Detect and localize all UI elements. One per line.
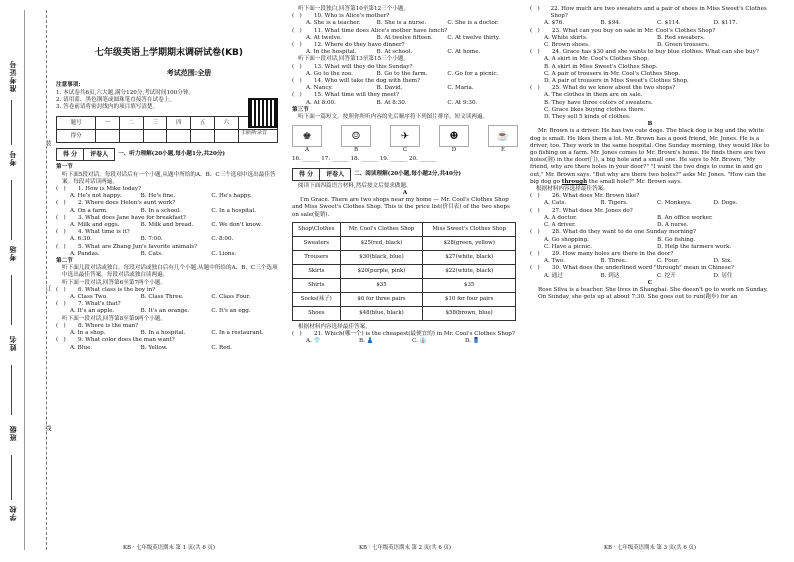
price-row: Socks(袜子) $6 for three pairs $10 for four pairs [293, 292, 516, 306]
qr-caption: 扫码听录音 [242, 130, 268, 136]
score-cell: 题号 [57, 117, 96, 130]
score-input[interactable] [96, 130, 120, 143]
option: C. A pair of trousers in Mr. Cool's Clothes Shop. [544, 70, 681, 77]
page-footer: KB · 七年级英语期末 第 3 页(共 6 页) [603, 544, 697, 551]
binder-label-room: 考场 [8, 245, 17, 261]
binder-fill-line [11, 365, 12, 415]
part-3-title: 第三节 [292, 106, 309, 113]
cut-mark: 线 [44, 425, 51, 431]
options: A. Go shopping. B. Go fishing. [544, 236, 696, 243]
people-picture-icon: ☺ [341, 125, 371, 147]
score-cell: 二 [119, 117, 143, 130]
options: A. At twelve. B. At twelve fifteen. C. At twelve thirty. [306, 34, 501, 41]
question: ( ) 28. What do they want to do one Sunday morning? [530, 229, 696, 236]
passage-a-label: A [402, 190, 408, 197]
price-header-cell: Mr. Cool's Clothes Shop [340, 222, 423, 236]
picture-item: ✈ C [390, 125, 420, 154]
exam-range: 考试范围:全册 [166, 68, 212, 78]
options: A. A doctor. B. An office worker. [544, 214, 713, 221]
section-1-header [56, 148, 282, 161]
question: ( ) 10. Who is Alice's mother? [292, 13, 390, 20]
option: A. The clothes in them are on sale. [544, 92, 643, 99]
skirt-icon: 👗 [366, 338, 374, 345]
sub-instruction: 听下面一段独白,回答第10至第12三个小题。 [298, 6, 410, 12]
binder-label-exam-id: 准考证号 [8, 60, 17, 92]
price-row: Skirts $20(purple, pink) $22(white, black) [293, 264, 516, 278]
options: A. In the hospital. B. At school. C. At home. [306, 49, 481, 56]
passage-b-text: Mr. Brown is a driver. He has two cute dogs. The black dog is big and the white dog is small. He likes them a lot. Mr. Brown has a good friend, Mr. Jones. He is a driver, too. They work in the same hospital. One Sunday morning, they would like to go fishing on a farm. Mr. Jones comes to Mr. Brown's home. He finds there are two holes(洞) in the door(门), a big hole and a small one. He says to Mr. Brown, "My friend, why are there holes in your door?" "I want the two dogs to come in and go out," Mr. Brown says. "But why are there two holes?" asks Mr. Jones. "How can the big dog go through the small hole?" Mr. Brown says. [530, 128, 770, 185]
options: C. Brown shoes. D. Green trousers. [544, 42, 710, 49]
question: ( ) 24. Grace has $30 and she wants to buy blue clothes. What can she buy? [530, 49, 759, 56]
options: A. Go to the zoo. B. Go to the farm. C. Go for a picnic. [306, 70, 499, 77]
picture-item: ☺ B [341, 125, 371, 154]
score-cell: 四 [167, 117, 191, 130]
options: A. Nancy. B. David. C. Maria. [306, 85, 474, 92]
question: ( ) 5. What are Zhang Jun's favorite animals? [56, 243, 198, 250]
options: A. Class Two. B. Class Three. C. Class Four. [70, 294, 251, 301]
question: ( ) 27. What does Mr. Jones do? [530, 207, 633, 214]
cut-mark: 装 [44, 140, 51, 146]
score-input[interactable] [143, 130, 167, 143]
part-2-sub-2: 听下面一段对话,回答第8至第9两个小题。 [62, 315, 166, 322]
binding-line [24, 10, 25, 550]
picture-row [292, 125, 518, 154]
price-row: Shirts $35 $35 [293, 278, 516, 292]
score-cell: 三 [143, 117, 167, 130]
sub-instruction: 听下面一段对话,回答第13至第15三个小题。 [298, 56, 410, 63]
passage-b-label: B [647, 121, 653, 128]
sweater-icon: 👕 [313, 338, 321, 345]
part-3-intro: 听下面一篇短文。按照你所听内容的先后顺序将下列图片排序。短文读两遍。 [298, 114, 489, 121]
option: B. They have three colors of sweaters. [544, 99, 653, 106]
binder-fill-line [11, 275, 12, 325]
cut-mark: 订 [44, 285, 51, 291]
question: ( ) 25. What do we know about the two shops? [530, 85, 676, 92]
girl-picture-icon: ☻ [439, 125, 469, 147]
question: ( ) 3. What does Jane have for breakfast? [56, 214, 186, 221]
question: ( ) 2. Where does Helen's aunt work? [56, 200, 176, 207]
grader-score-label: 得 分 [293, 169, 320, 180]
score-input[interactable] [191, 130, 215, 143]
cut-line [46, 10, 47, 550]
question: ( ) 23. What can you buy on sale in Mr. Cool's Clothes Shop? [530, 27, 716, 34]
options: A. On a farm. B. In a school. C. In a hospital. [70, 207, 257, 214]
section-2-header [292, 168, 518, 181]
options: A. At 8:00. B. At 8:30. C. At 9:30. [306, 99, 478, 106]
part-2-title: 第二节 [56, 258, 73, 265]
price-table [292, 222, 516, 321]
options: A. He's not happy. B. He's fine. C. He's happy. [70, 193, 252, 200]
note-item: 3. 答卷前请将密封线内的项目填写清楚。 [56, 104, 159, 111]
question: ( ) 1. How is Mike today? [56, 186, 142, 193]
underlined-word: through [561, 178, 588, 185]
order-blanks[interactable]: 16. ______ 17. ______ 18. ______ 19. ______ 20. ______ [292, 156, 437, 163]
question: ( ) 6. What class is the boy in? [56, 286, 156, 293]
classroom-picture-icon: ♚ [292, 125, 322, 147]
score-input[interactable] [167, 130, 191, 143]
passage-a-text: I'm Grace. There are two shops near my home — Mr. Cool's Clothes Shop and Miss Sweet's Clothes Shop. This is the price list(价目表) of the two shops on sale(促销). [292, 197, 510, 218]
price-header-row [293, 222, 516, 236]
drink-picture-icon: ☕ [488, 125, 518, 147]
question: ( ) 4. What time is it? [56, 229, 130, 236]
trousers-icon: 👖 [472, 338, 480, 345]
options: A. Milk and eggs. B. Milk and bread. C. We don't know. [70, 222, 262, 229]
page-footer: KB · 七年级英语期末 第 2 页(共 6 页) [358, 544, 452, 551]
grader-box [292, 168, 351, 181]
grader-score-label: 得 分 [57, 149, 84, 160]
option: A. A skirt in Mr. Cool's Clothes Shop. [544, 56, 650, 63]
page-footer: KB · 七年级英语期末 第 1 页(共 6 页) [122, 544, 216, 551]
qr-code-icon[interactable] [248, 98, 278, 128]
question: ( ) 26. What does Mr. Brown like? [530, 193, 640, 200]
passage-c-text: Rose Silva is a teacher. She lives in Shanghai. She doesn't go to work on Sunday. [538, 286, 768, 293]
options: A. $76. B. $94. C. $114. D. $117. [544, 20, 738, 27]
score-cell: 得分 [57, 130, 96, 143]
price-row: Shoes $48(blue, black) $58(brown, blue) [293, 306, 516, 320]
score-cell: 五 [191, 117, 215, 130]
part-1-title: 第一节 [56, 164, 73, 171]
options: A. Pandas. B. Cats. C. Lions. [70, 250, 237, 257]
price-header-cell: Shop\Clothes [293, 222, 341, 236]
options: A. In a shop. B. In a hospital. C. In a restaurant. [70, 330, 264, 337]
binder-label-school: 学校 [8, 505, 17, 521]
shirt-icon: 👔 [419, 338, 427, 345]
score-input[interactable] [215, 130, 239, 143]
score-cell: 六 [215, 117, 239, 130]
binder-label-number: 考号 [8, 150, 17, 166]
binder-fill-line [11, 100, 12, 145]
passage-c-label: C [647, 279, 653, 286]
options: A. She is a teacher. B. She is a nurse. C. She is a doctor. [306, 20, 499, 27]
question: ( ) 12. Where do they have dinner? [292, 42, 405, 49]
part-2-sub-1: 听下面一段对话,回答第6至第7两个小题。 [62, 279, 166, 286]
binder-label-name: 姓名 [8, 335, 17, 351]
score-header-row [57, 117, 278, 130]
notes-heading: 注意事项: [56, 82, 81, 89]
options: C. Have a picnic. D. Help the farmers work. [544, 243, 732, 250]
options: A. It's an apple. B. It's an orange. C. It's an egg. [70, 308, 251, 315]
option: D. A pair of trousers in Miss Sweet's Clothes Shop. [544, 78, 689, 85]
grader-label: 评卷人 [326, 170, 345, 178]
page-2 [292, 6, 518, 551]
options: A. Two. B. Three. C. Four. D. Six. [544, 258, 732, 265]
grader-label: 评卷人 [90, 151, 109, 159]
page-1 [56, 6, 282, 551]
options: A. 6:30. B. 7:00. C. 8:00. [70, 236, 234, 243]
note-item: 2. 请用蓝、黑色钢笔或圆珠笔直接答在试卷上。 [56, 96, 175, 103]
q-group-1 [56, 186, 282, 258]
picture-item: ♚ A [292, 125, 322, 154]
exam-title: 七年级英语上学期期末调研试卷(KB) [94, 48, 244, 58]
question: ( ) 29. How many holes are there in the door? [530, 250, 674, 257]
car-picture-icon: ✈ [390, 125, 420, 147]
picture-item: ☕ E [488, 125, 518, 154]
price-header-cell: Miss Sweet's Clothes Shop [423, 222, 516, 236]
price-row: Sweaters $25(red, black) $28(green, yellow) [293, 236, 516, 250]
binder-label-class: 班级 [8, 425, 17, 441]
price-row: Trousers $30(black, blue) $27(white, black) [293, 250, 516, 264]
question: ( ) 11. What time does Alice's mother have lunch? [292, 27, 448, 34]
note-item: 1. 本试卷共6页,六大题,满分120分,考试时间100分钟。 [56, 89, 195, 96]
binder-fill-line [11, 180, 12, 240]
grader-box [56, 148, 115, 161]
section-1-title: 一、听力理解(20小题,每小题1分,共20分) [118, 151, 226, 158]
options: C. A driver. D. A nurse. [544, 222, 689, 229]
question: ( ) 15. What time will they meet? [292, 92, 400, 99]
question: ( ) 13. What will they do this Sunday? [292, 63, 413, 70]
binding-margin [2, 0, 52, 562]
question: ( ) 9. What color does the man want? [56, 337, 175, 344]
options: A. Blue. B. Yellow. C. Red. [70, 344, 232, 351]
picture-item: ☻ D [439, 125, 469, 154]
table-after-text: 根据材料内容选择最佳答案。 [298, 323, 371, 330]
question: ( ) 14. Who will take the dog with them? [292, 78, 421, 85]
binder-fill-line [11, 455, 12, 500]
options: A. Cats. B. Tigers. C. Monkeys. D. Dogs. [544, 200, 738, 207]
option: D. They sell 5 kinds of clothes. [544, 114, 631, 121]
part-1-intro: 听下面5段对话。每段对话后有一个小题,从题中所给的A、B、C三个选项中选出最佳答案。每段对话读两遍。 [62, 171, 276, 185]
question: ( ) 21. Which(哪一个) is the cheapest(最便宜的) in Mr. Cool's Clothes Shop? [292, 331, 515, 338]
options: A. White skirts. B. Red sweaters. [544, 34, 705, 41]
question: ( ) 8. Where is the man? [56, 322, 139, 329]
option: C. Grace likes buying clothes there. [544, 106, 646, 113]
section-2-title: 二、阅读理解(20小题,每小题2分,共40分) [354, 170, 462, 177]
question: ( ) 30. What does the underlined word "through" mean in Chinese? [530, 265, 734, 272]
reading-intro: 阅读下面四篇语言材料,然后按文后要求做题。 [298, 182, 412, 189]
options: A. 👕 B. 👗 C. 👔 D. 👖 [306, 338, 480, 345]
option: B. A skirt in Miss Sweet's Clothes Shop. [544, 63, 658, 70]
question: ( ) 22. How much are two sweaters and a pair of shoes in Miss Sweet's Clothes Shop? [530, 6, 767, 20]
options: A. 通过 B. 到达 C. 挖开 D. 居住 [544, 272, 733, 279]
passage-c-text: On Sunday, she gets up at about 7:30. She goes out to run(跑步) for an [538, 294, 738, 301]
score-input[interactable] [119, 130, 143, 143]
score-cell: 一 [96, 117, 120, 130]
question: ( ) 7. What's that? [56, 301, 121, 308]
page-3 [530, 6, 770, 551]
part-2-intro: 听下面几段对话或独白。每段对话或独白后有几个小题,从题中所给的A、B、C三个选项中选出最佳答案。每段对话或独白读两遍。 [62, 265, 278, 279]
passage-b-instruction: 根据材料内容选择最佳答案。 [536, 186, 609, 193]
